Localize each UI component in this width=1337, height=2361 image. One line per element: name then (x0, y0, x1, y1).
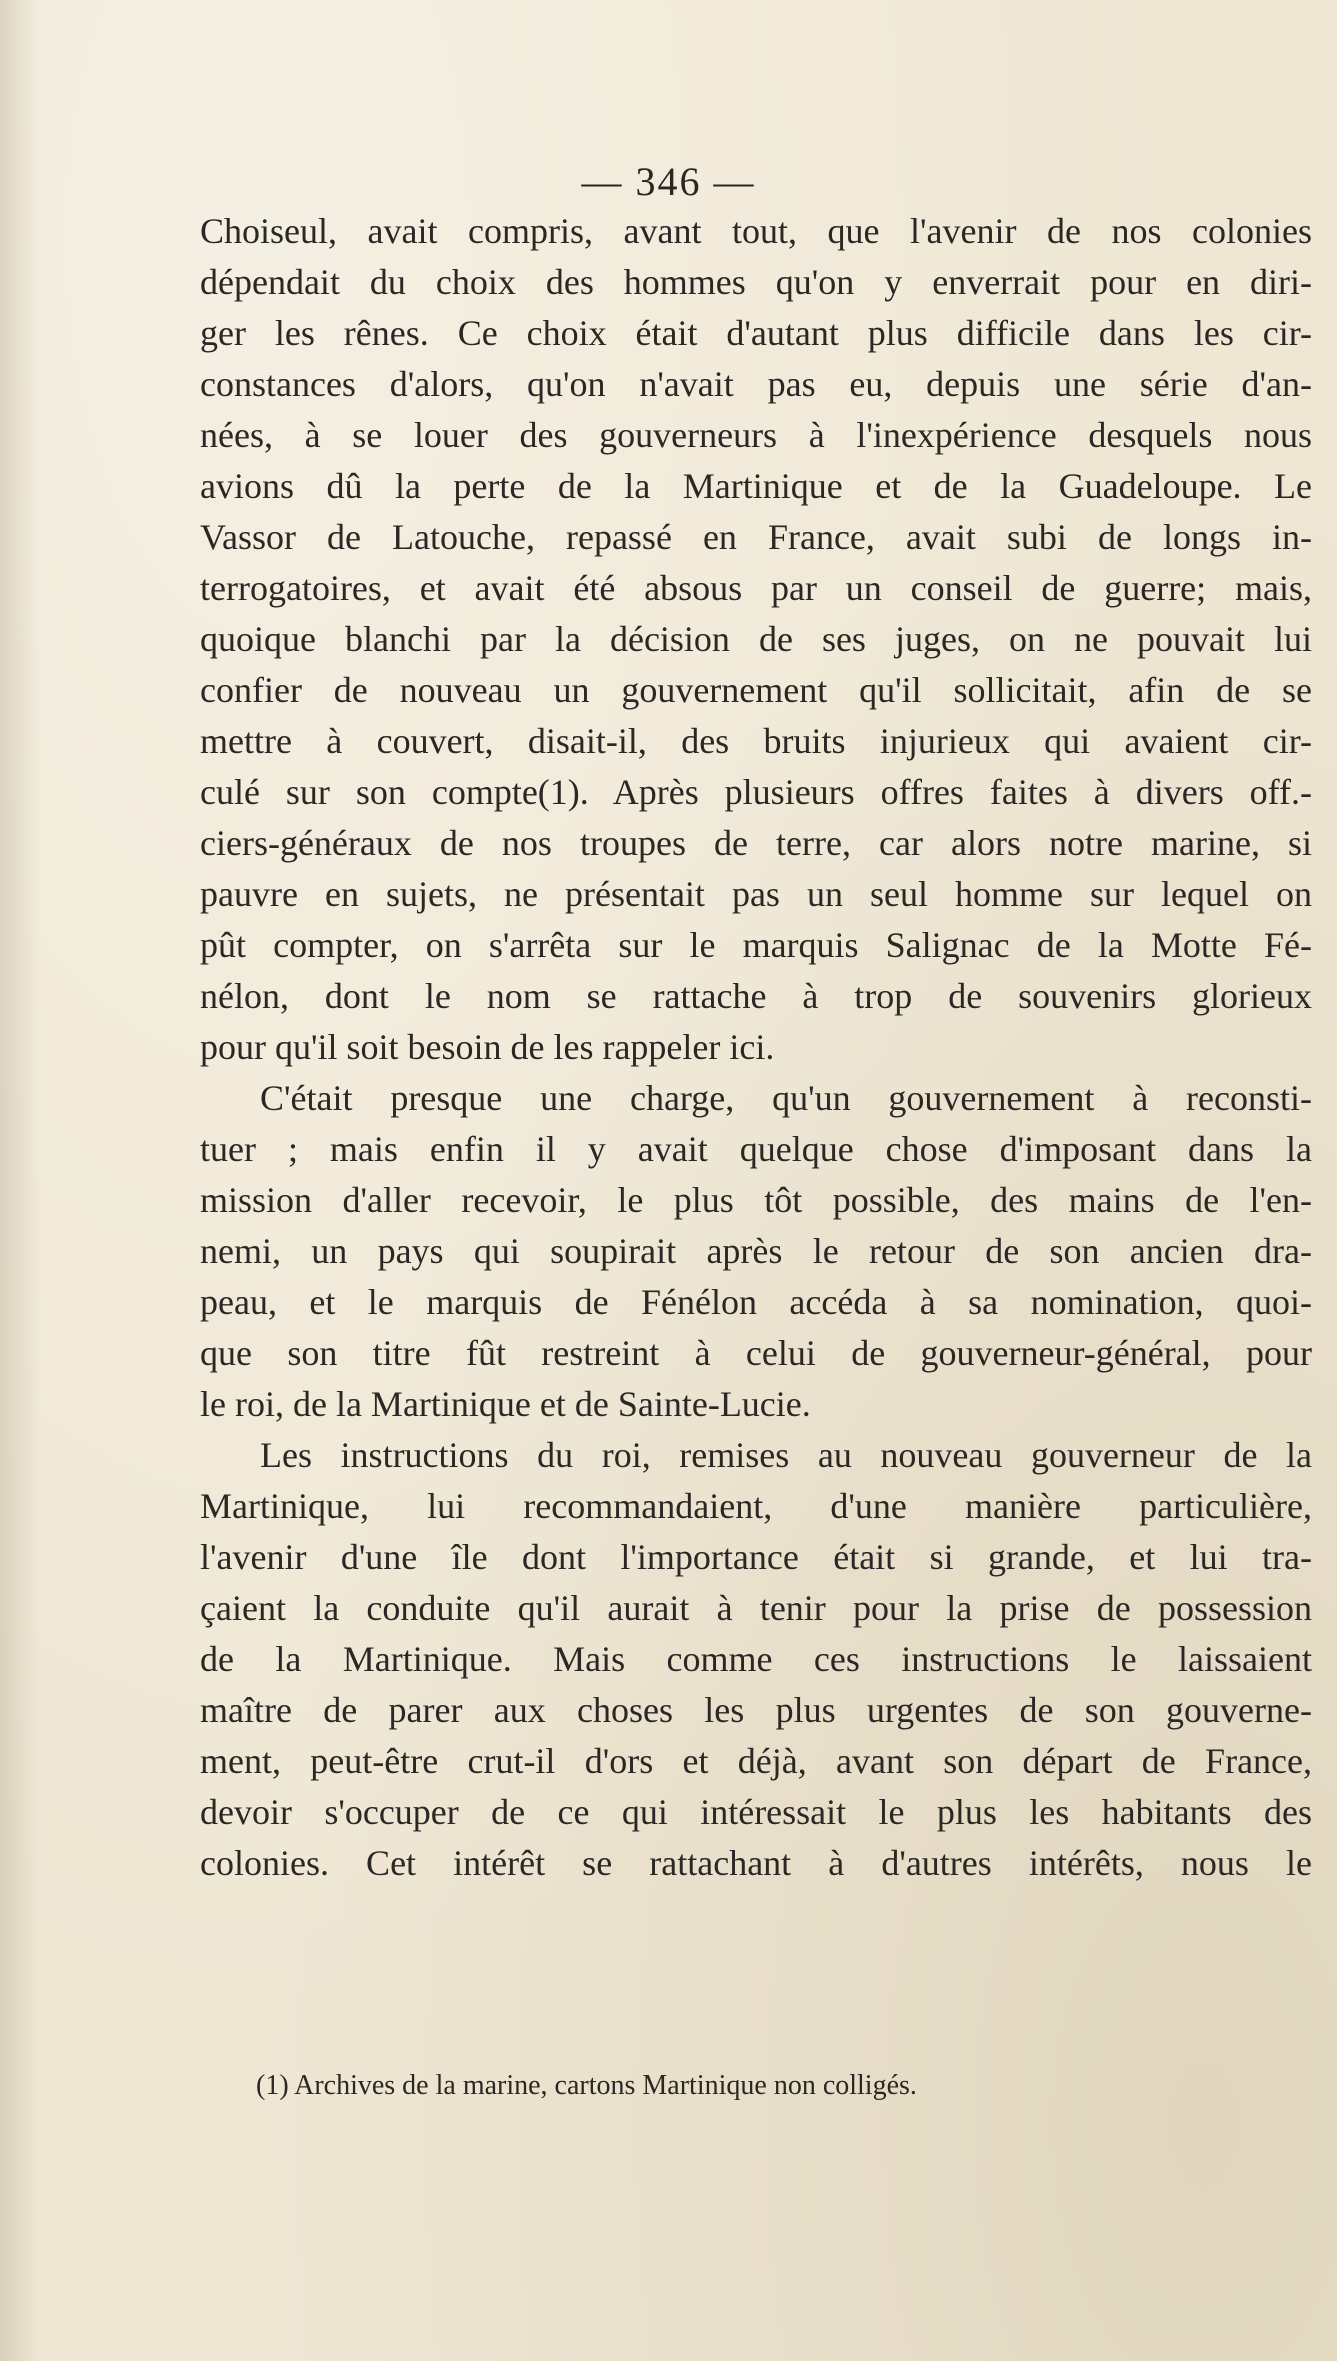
text-line: l'avenir d'une île dont l'importance était si grande, et lui tra- (200, 1537, 1312, 1577)
text-line: ger les rênes. Ce choix était d'autant plus difficile dans les cir- (200, 313, 1312, 353)
text-line: quoique blanchi par la décision de ses juges, on ne pouvait lui (200, 619, 1312, 659)
text-line: que son titre fût restreint à celui de gouverneur-général, pour (200, 1333, 1312, 1373)
text-line: avions dû la perte de la Martinique et de la Guadeloupe. Le (200, 466, 1312, 506)
text-line: çaient la conduite qu'il aurait à tenir pour la prise de possession (200, 1588, 1312, 1628)
text-line: pût compter, on s'arrêta sur le marquis Salignac de la Motte Fé- (200, 925, 1312, 965)
text-line: nélon, dont le nom se rattache à trop de souvenirs glorieux (200, 976, 1312, 1016)
text-line: Choiseul, avait compris, avant tout, que l'avenir de nos colonies (200, 211, 1312, 251)
footnote: (1) Archives de la marine, cartons Martinique non colligés. (256, 2070, 917, 2101)
text-line: le roi, de la Martinique et de Sainte-Lucie. (200, 1384, 811, 1424)
text-line: nemi, un pays qui soupirait après le retour de son ancien dra- (200, 1231, 1312, 1271)
text-line: terrogatoires, et avait été absous par un conseil de guerre; mais, (200, 568, 1312, 608)
page-number: — 346 — (581, 159, 756, 204)
text-line: maître de parer aux choses les plus urgentes de son gouverne- (200, 1690, 1312, 1730)
text-line: peau, et le marquis de Fénélon accéda à sa nomination, quoi- (200, 1282, 1312, 1322)
text-line: confier de nouveau un gouvernement qu'il sollicitait, afin de se (200, 670, 1312, 710)
text-line: ment, peut-être crut-il d'ors et déjà, avant son départ de France, (200, 1741, 1312, 1781)
text-line: constances d'alors, qu'on n'avait pas eu, depuis une série d'an- (200, 364, 1312, 404)
text-line: mission d'aller recevoir, le plus tôt possible, des mains de l'en- (200, 1180, 1312, 1220)
text-line: nées, à se louer des gouverneurs à l'inexpérience desquels nous (200, 415, 1312, 455)
body-text (200, 206, 1312, 1889)
text-line: pauvre en sujets, ne présentait pas un seul homme sur lequel on (200, 874, 1312, 914)
text-line: culé sur son compte(1). Après plusieurs offres faites à divers off.- (200, 772, 1312, 812)
text-line: pour qu'il soit besoin de les rappeler ici. (200, 1027, 775, 1067)
page-gutter-shadow (0, 0, 40, 2361)
text-line: Martinique, lui recommandaient, d'une manière particulière, (200, 1486, 1312, 1526)
text-line: de la Martinique. Mais comme ces instructions le laissaient (200, 1639, 1312, 1679)
text-line: Les instructions du roi, remises au nouveau gouverneur de la (260, 1435, 1312, 1475)
text-line: devoir s'occuper de ce qui intéressait le plus les habitants des (200, 1792, 1312, 1832)
text-line: C'était presque une charge, qu'un gouvernement à reconsti- (260, 1078, 1312, 1118)
text-line: colonies. Cet intérêt se rattachant à d'autres intérêts, nous le (200, 1843, 1312, 1883)
text-line: mettre à couvert, disait-il, des bruits injurieux qui avaient cir- (200, 721, 1312, 761)
text-line: Vassor de Latouche, repassé en France, avait subi de longs in- (200, 517, 1312, 557)
text-line: dépendait du choix des hommes qu'on y enverrait pour en diri- (200, 262, 1312, 302)
text-line: ciers-généraux de nos troupes de terre, car alors notre marine, si (200, 823, 1312, 863)
text-line: tuer ; mais enfin il y avait quelque chose d'imposant dans la (200, 1129, 1312, 1169)
